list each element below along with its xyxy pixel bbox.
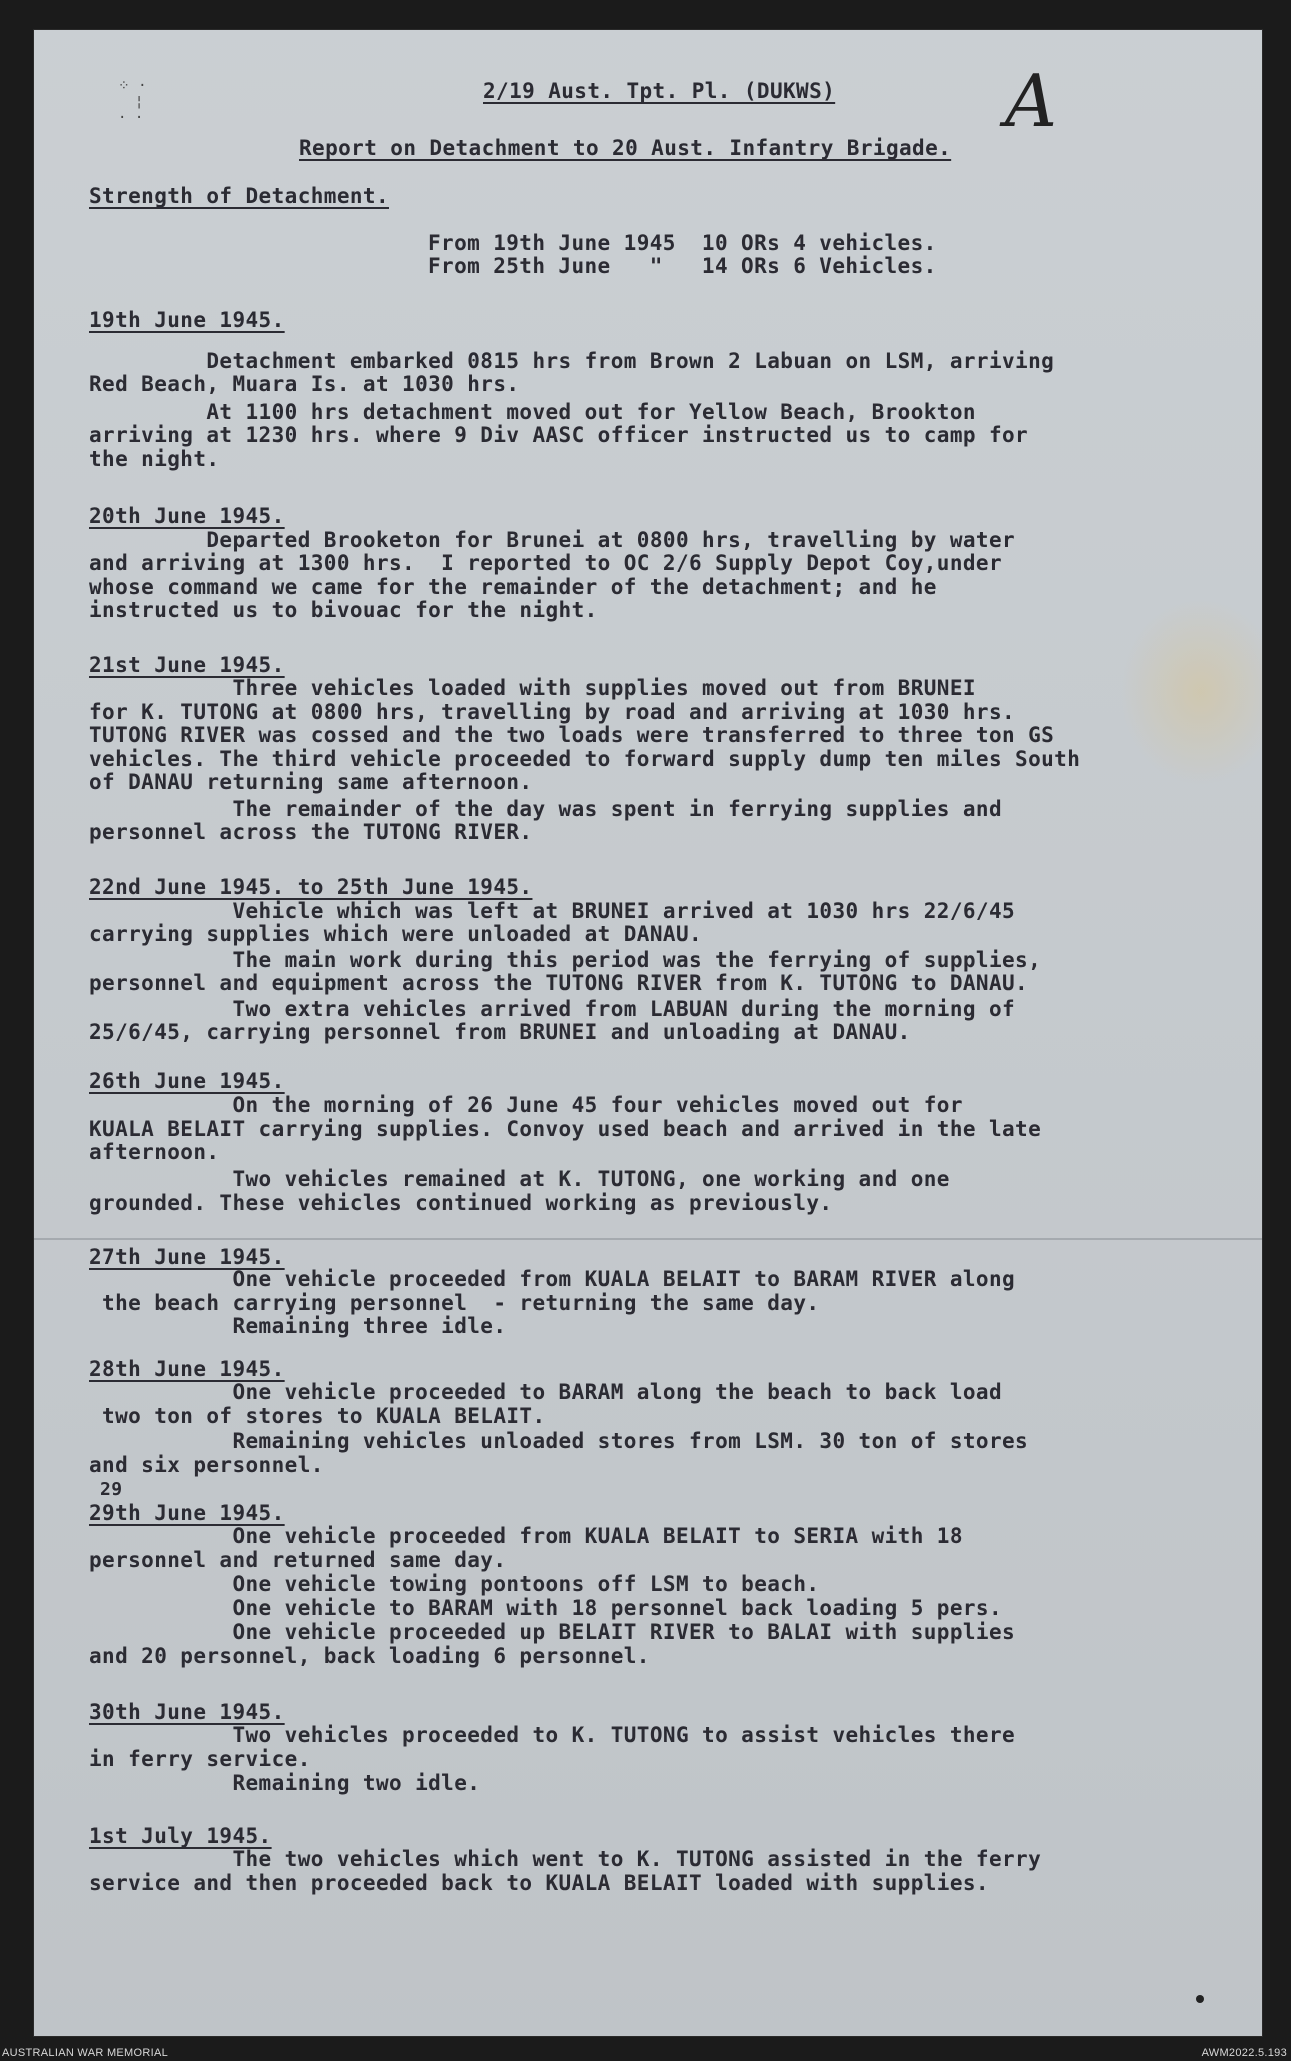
footer-source: AUSTRALIAN WAR MEMORIAL [2, 2047, 169, 2059]
entry-line: personnel and equipment across the TUTONG RIVER from K. TUTONG to DANAU. [89, 971, 1029, 995]
handwritten-annotation: A [1005, 59, 1057, 143]
entry-date-text: 26th June 1945. [89, 1069, 285, 1093]
entry-line: for K. TUTONG at 0800 hrs, travelling by road and arriving at 1030 hrs. [89, 700, 1016, 724]
entry-date-text: 28th June 1945. [89, 1357, 285, 1381]
entry-line: Three vehicles loaded with supplies moved out from BRUNEI [89, 676, 976, 700]
entry-line: the night. [89, 447, 220, 471]
entry-date-text: 29th June 1945. [89, 1501, 285, 1525]
entry-line: Vehicle which was left at BRUNEI arrived at 1030 hrs 22/6/45 [89, 899, 1016, 923]
entry-line: whose command we came for the remainder of the detachment; and he [89, 575, 937, 599]
entry-line: grounded. These vehicles continued working as previously. [89, 1191, 833, 1215]
entry-line: vehicles. The third vehicle proceeded to forward supply dump ten miles South [89, 747, 1081, 771]
entry-date-text: 21st June 1945. [89, 653, 285, 677]
entry-line: afternoon. [89, 1140, 220, 1164]
entry-line: Two extra vehicles arrived from LABUAN during the morning of [89, 997, 1016, 1021]
strength-heading: Strength of Detachment. [89, 184, 389, 208]
margin-note: 29 [100, 1479, 123, 1500]
entry-line: The main work during this period was the ferrying of supplies, [89, 948, 1042, 972]
footer-accession: AWM2022.5.193 [1201, 2047, 1287, 2059]
entry-line: The two vehicles which went to K. TUTONG assisted in the ferry [89, 1847, 1042, 1871]
entry-line: One vehicle proceeded to BARAM along the beach to back load [89, 1380, 1003, 1404]
entry-line: Red Beach, Muara Is. at 1030 hrs. [89, 372, 520, 396]
entry-date [89, 874, 532, 900]
strength-line-2: From 25th June " 14 ORs 6 Vehicles. [428, 254, 937, 278]
entry-line: One vehicle proceeded from KUALA BELAIT to SERIA with 18 [89, 1524, 963, 1548]
entry-line: two ton of stores to KUALA BELAIT. [89, 1404, 546, 1428]
entry-date [89, 307, 285, 333]
entry-date [89, 1068, 285, 1094]
entry-date-text: 27th June 1945. [89, 1245, 285, 1269]
entry-line: One vehicle to BARAM with 18 personnel back loading 5 pers. [89, 1596, 1003, 1620]
entry-line: Departed Brooketon for Brunei at 0800 hrs, travelling by water [89, 528, 1016, 552]
entry-line: One vehicle towing pontoons off LSM to beach. [89, 1572, 820, 1596]
strength-line-1: From 19th June 1945 10 ORs 4 vehicles. [428, 231, 937, 255]
entry-line: At 1100 hrs detachment moved out for Yellow Beach, Brookton [89, 400, 976, 424]
entry-line: One vehicle proceeded up BELAIT RIVER to BALAI with supplies [89, 1620, 1016, 1644]
entry-line: Detachment embarked 0815 hrs from Brown 2 Labuan on LSM, arriving [89, 349, 1055, 373]
entry-line: KUALA BELAIT carrying supplies. Convoy used beach and arrived in the late [89, 1117, 1042, 1141]
entry-line: carrying supplies which were unloaded at DANAU. [89, 922, 703, 946]
entry-date-text: 22nd June 1945. to 25th June 1945. [89, 875, 533, 899]
entry-line: Remaining three idle. [89, 1314, 507, 1338]
entry-line: personnel and returned same day. [89, 1548, 507, 1572]
entry-line: arriving at 1230 hrs. where 9 Div AASC officer instructed us to camp for [89, 423, 1029, 447]
entry-line: Remaining vehicles unloaded stores from LSM. 30 ton of stores [89, 1429, 1029, 1453]
document-subtitle: Report on Detachment to 20 Aust. Infantry Brigade. [299, 136, 952, 160]
entry-line: Remaining two idle. [89, 1771, 481, 1795]
ink-specks: ⁘ · ¦ · · [118, 78, 147, 126]
entry-line: Two vehicles proceeded to K. TUTONG to assist vehicles there [89, 1723, 1016, 1747]
entry-line: in ferry service. [89, 1747, 311, 1771]
entry-line: One vehicle proceeded from KUALA BELAIT to BARAM RIVER along [89, 1267, 1016, 1291]
entry-date-text: 20th June 1945. [89, 504, 285, 528]
entry-line: and 20 personnel, back loading 6 personnel. [89, 1644, 650, 1668]
entry-line: and arriving at 1300 hrs. I reported to OC 2/6 Supply Depot Coy,under [89, 551, 1003, 575]
entry-line: the beach carrying personnel - returning the same day. [89, 1291, 820, 1315]
entry-date-text: 19th June 1945. [89, 308, 285, 332]
entry-line: On the morning of 26 June 45 four vehicles moved out for [89, 1093, 963, 1117]
entry-line: Two vehicles remained at K. TUTONG, one working and one [89, 1167, 950, 1191]
ink-dot [1196, 1995, 1204, 2003]
entry-line: The remainder of the day was spent in ferrying supplies and [89, 797, 1003, 821]
entry-line: instructed us to bivouac for the night. [89, 598, 598, 622]
entry-date-text: 1st July 1945. [89, 1824, 272, 1848]
paper-fold-line [34, 1238, 1262, 1240]
entry-line: service and then proceeded back to KUALA BELAIT loaded with supplies. [89, 1871, 989, 1895]
entry-line: and six personnel. [89, 1453, 324, 1477]
entry-line: of DANAU returning same afternoon. [89, 770, 533, 794]
entry-line: personnel across the TUTONG RIVER. [89, 820, 533, 844]
entry-line: 25/6/45, carrying personnel from BRUNEI and unloading at DANAU. [89, 1020, 911, 1044]
document-title: 2/19 Aust. Tpt. Pl. (DUKWS) [483, 79, 836, 103]
entry-line: TUTONG RIVER was cossed and the two loads were transferred to three ton GS [89, 723, 1055, 747]
entry-date-text: 30th June 1945. [89, 1700, 285, 1724]
entry-date [89, 503, 285, 529]
